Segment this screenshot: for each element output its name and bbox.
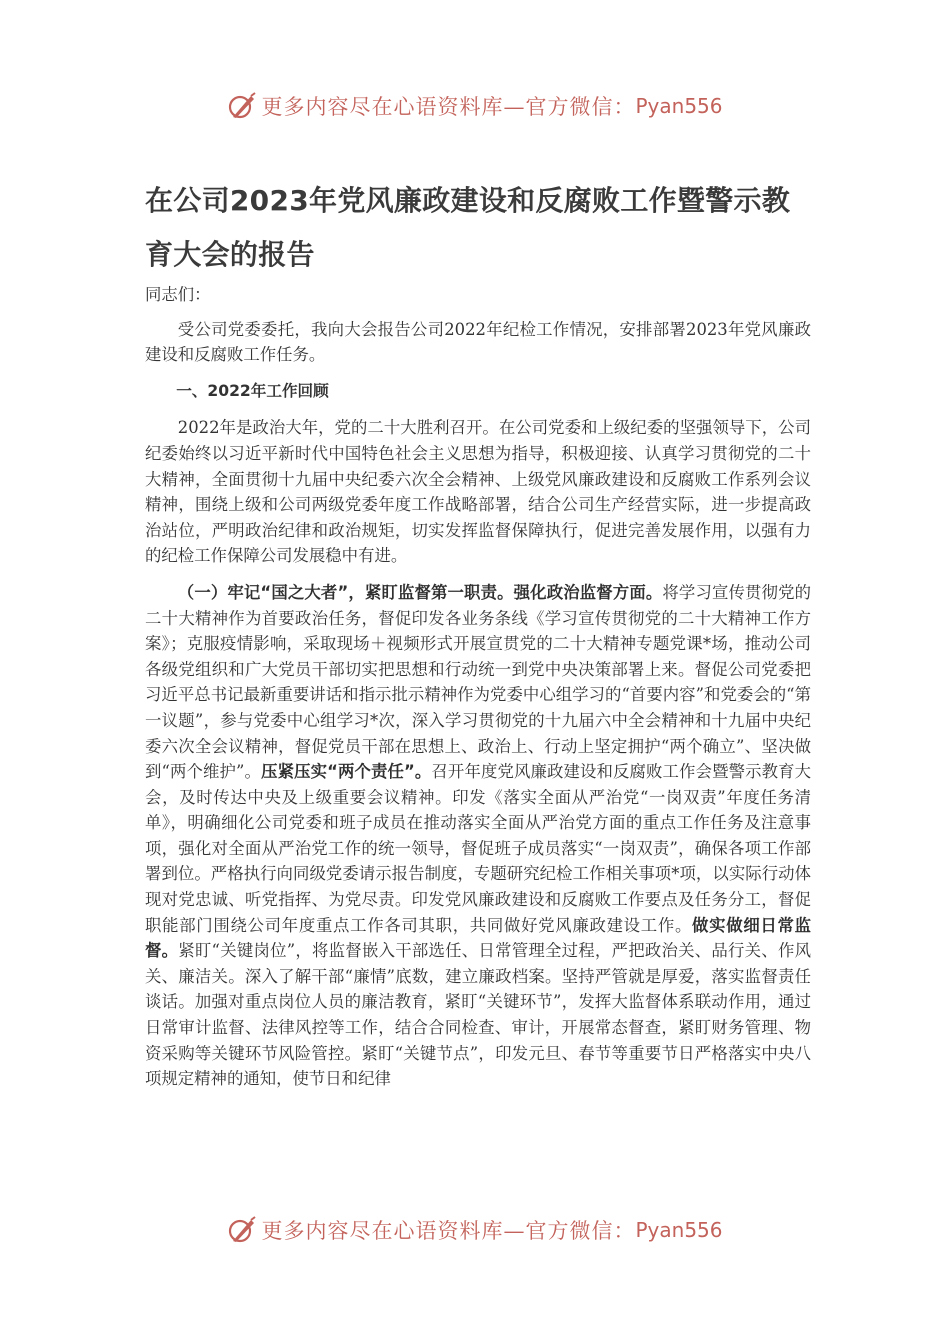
- item-one-lead-heading: （一）牢记“国之大者”，紧盯监督第一职责。强化政治监督方面。: [177, 582, 663, 602]
- watermark-banner-bottom: [0, 1210, 950, 1250]
- watermark-site-text: 更多内容尽在心语资料库—官方微信：: [261, 95, 636, 119]
- item-one-text-c: 紧盯“关键岗位”，将监督嵌入干部选任、日常管理全过程，严把政治关、品行关、作风关、廉洁关。深入了解干部“廉情”底数，建立廉政档案。坚持严管就是厚爱，落实监督责任谈话。加强对重点岗位人员的廉洁教育，紧盯“关键环节”，发挥大监督体系联动作用，通过日常审计监督、法律风控等工作，结合合同检查、审计，开展常态督查，紧盯财务管理、物资采购等关键环节风险管控。紧盯“关键节点”，印发元旦、春节等重要节日严格落实中央八项规定精神的通知，使节日和纪律: [145, 941, 811, 1089]
- item-one-subheading-b: 压紧压实“两个责任”。: [261, 762, 432, 782]
- item-one-text-a: 将学习宣传贯彻党的二十大精神作为首要政治任务，督促印发各业务条线《学习宣传贯彻党的二十大精神工作方案》；克服疫情影响，采取现场＋视频形式开展宣贯党的二十大精神专题党课*场，推动公司各级党组织和广大党员干部切实把思想和行动统一到党中央决策部署上来。督促公司党委把习近平总书记最新重要讲话和指示批示精神作为党委中心组学习的“首要内容”和党委会的“第一议题”，参与党委中心组学习*次，深入学习贯彻党的十九届六中全会精神和十九届中央纪委六次全会议精神，督促党员干部在思想上、政治上、行动上坚定拥护“两个确立”、坚决做到“两个维护”。: [145, 582, 812, 782]
- watermark-banner-top: [0, 86, 950, 126]
- document-body: [145, 282, 811, 1092]
- quill-pen-logo-icon: [227, 1215, 257, 1245]
- greeting: 同志们：: [145, 285, 211, 304]
- intro-paragraph: 受公司党委委托，我向大会报告公司2022年纪检工作情况，安排部署2023年党风廉政建设和反腐败工作任务。: [145, 319, 811, 365]
- section-heading-review: 一、2022年工作回顾: [176, 381, 329, 400]
- document-title: 在公司2023年党风廉政建设和反腐败工作暨警示教育大会的报告: [145, 184, 791, 271]
- quill-pen-logo-icon: [227, 91, 257, 121]
- watermark-wechat-id: Pyan556: [635, 1218, 723, 1242]
- item-one-paragraph: [145, 580, 811, 1092]
- item-one-subheading-c: 做实做细日常监督。: [145, 915, 812, 961]
- watermark-site-text: 更多内容尽在心语资料库—官方微信：: [261, 1219, 636, 1243]
- item-one-text-b: 召开年度党风廉政建设和反腐败工作会暨警示教育大会，及时传达中央及上级重要会议精神。印发《落实全面从严治党“一岗双责”年度任务清单》，明确细化公司党委和班子成员在推动落实全面从严治党方面的重点工作任务及注意事项，强化对全面从严治党工作的统一领导，督促班子成员落实“一岗双责”，确保各项工作部署到位。严格执行向同级党委请示报告制度，专题研究纪检工作相关事项*项，以实际行动体现对党忠诚、听党指挥、为党尽责。印发党风廉政建设和反腐败工作要点及任务分工，督促职能部门围绕公司年度重点工作各司其职，共同做好党风廉政建设工作。: [145, 762, 812, 935]
- review-paragraph: 2022年是政治大年，党的二十大胜利召开。在公司党委和上级纪委的坚强领导下，公司纪委始终以习近平新时代中国特色社会主义思想为指导，积极迎接、认真学习贯彻党的二十大精神，全面贯彻十九届中央纪委六次全会精神、上级党风廉政建设和反腐败工作系列会议精神，围绕上级和公司两级党委年度工作战略部署，结合公司生产经营实际，进一步提高政治站位，严明政治纪律和政治规矩，切实发挥监督保障执行，促进完善发展作用，以强有力的纪检工作保障公司发展稳中有进。: [145, 418, 811, 566]
- watermark-wechat-id: Pyan556: [635, 94, 723, 118]
